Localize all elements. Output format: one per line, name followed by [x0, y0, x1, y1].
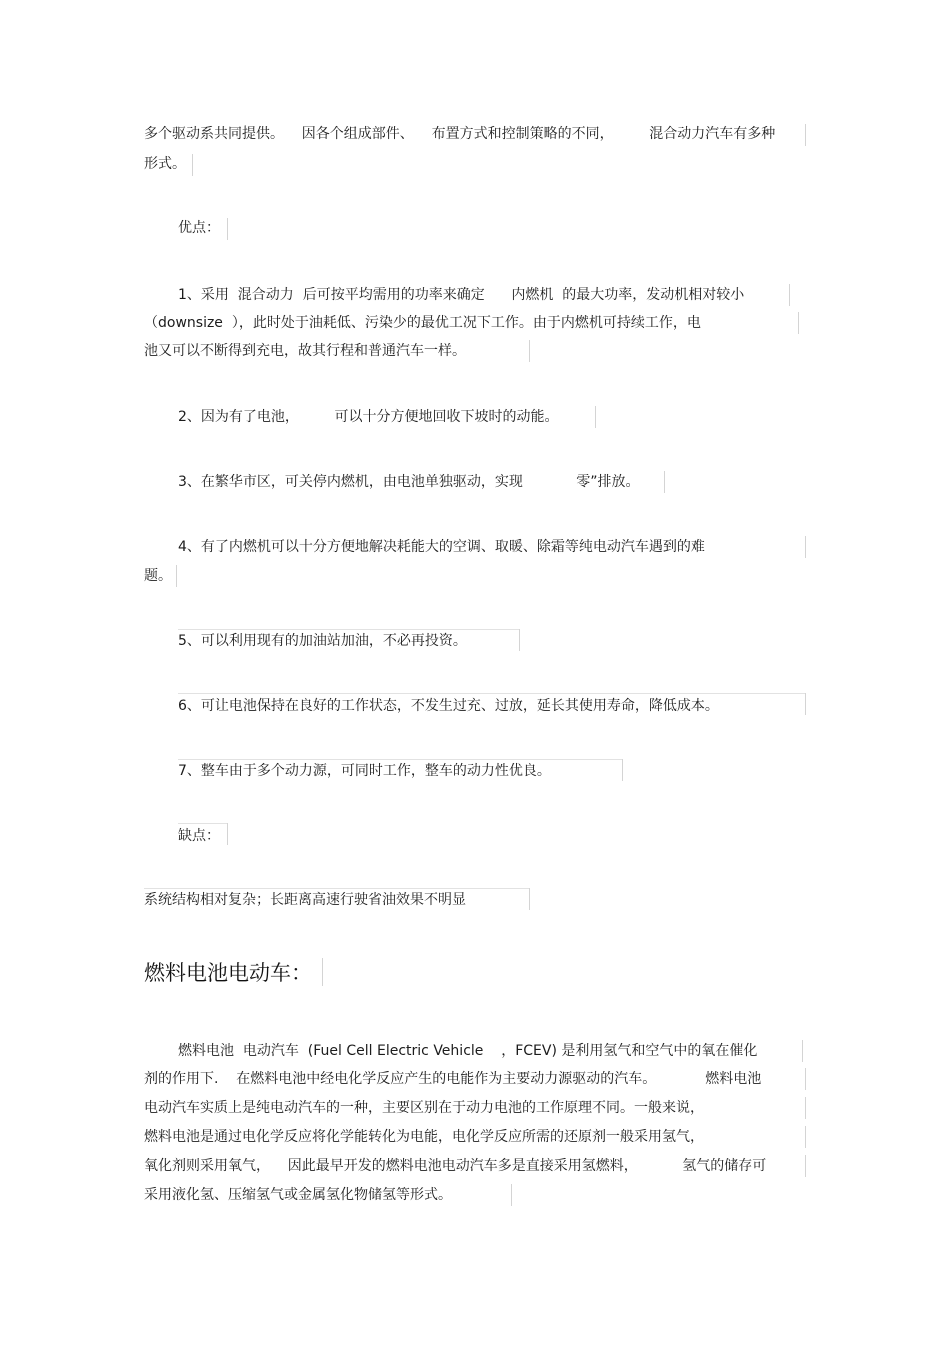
advantage-item-2: 2、因为有了电池， 可以十分方便地回收下坡时的动能。	[178, 409, 559, 425]
text-frame-top	[178, 823, 227, 824]
advantage-item-4-line-1: 4、有了内燃机可以十分方便地解决耗能大的空调、取暖、除霜等纯电动汽车遇到的难	[178, 539, 705, 555]
intro-line-1: 多个驱动系共同提供。 因各个组成部件、 布置方式和控制策略的不同， 混合动力汽车有多种	[144, 126, 776, 142]
text-cursor-mark	[805, 536, 806, 558]
text-cursor-mark	[322, 958, 323, 986]
advantage-item-1-line-1: 1、采用 混合动力 后可按平均需用的功率来确定 内燃机 的最大功率，发动机相对较小	[178, 287, 745, 303]
text-cursor-mark	[192, 154, 193, 176]
text-cursor-mark	[529, 340, 530, 362]
text-cursor-mark	[622, 759, 623, 781]
text-cursor-mark	[805, 124, 806, 146]
text-frame-top	[178, 629, 519, 630]
section-heading-fcev: 燃料电池电动车：	[144, 961, 312, 985]
text-cursor-mark	[802, 1040, 803, 1062]
advantage-item-7: 7、整车由于多个动力源，可同时工作，整车的动力性优良。	[178, 763, 551, 779]
fcev-line-5: 氧化剂则采用氧气， 因此最早开发的燃料电池电动汽车多是直接采用氢燃料， 氢气的储存可	[144, 1158, 767, 1174]
text-cursor-mark	[798, 312, 799, 334]
text-cursor-mark	[227, 218, 228, 240]
text-frame-top	[178, 759, 622, 760]
advantage-item-5: 5、可以利用现有的加油站加油，不必再投资。	[178, 633, 467, 649]
text-cursor-mark	[805, 1155, 806, 1177]
text-cursor-mark	[529, 888, 530, 910]
fcev-line-1: 燃料电池 电动汽车 (Fuel Cell Electric Vehicle ，FCEV) 是利用氢气和空气中的氧在催化	[178, 1043, 758, 1059]
advantages-label: 优点：	[178, 220, 220, 236]
advantage-item-4-line-2: 题。	[144, 568, 172, 584]
text-cursor-mark	[805, 1068, 806, 1090]
text-cursor-mark	[519, 629, 520, 651]
text-cursor-mark	[227, 823, 228, 845]
intro-line-2: 形式。	[144, 156, 186, 172]
advantage-item-6: 6、可让电池保持在良好的工作状态，不发生过充、过放，延长其使用寿命，降低成本。	[178, 698, 719, 714]
text-frame-top	[144, 888, 529, 889]
advantage-item-1-line-2: （downsize ），此时处于油耗低、污染少的最优工况下工作。由于内燃机可持续工作，电	[144, 315, 701, 331]
text-cursor-mark	[805, 1097, 806, 1119]
text-cursor-mark	[595, 406, 596, 428]
fcev-line-3: 电动汽车实质上是纯电动汽车的一种，主要区别在于动力电池的工作原理不同。一般来说，	[144, 1100, 704, 1116]
fcev-line-6: 采用液化氢、压缩氢气或金属氢化物储氢等形式。	[144, 1187, 452, 1203]
advantage-item-3: 3、在繁华市区，可关停内燃机，由电池单独驱动，实现 零”排放。	[178, 474, 640, 490]
text-cursor-mark	[176, 565, 177, 587]
disadvantages-text: 系统结构相对复杂；长距离高速行驶省油效果不明显	[144, 892, 466, 908]
text-cursor-mark	[511, 1184, 512, 1206]
text-cursor-mark	[805, 693, 806, 715]
disadvantages-label: 缺点：	[178, 828, 220, 844]
text-frame-top	[178, 693, 805, 694]
fcev-line-4: 燃料电池是通过电化学反应将化学能转化为电能，电化学反应所需的还原剂一般采用氢气，	[144, 1129, 704, 1145]
text-cursor-mark	[805, 1126, 806, 1148]
advantage-item-1-line-3: 池又可以不断得到充电，故其行程和普通汽车一样。	[144, 343, 466, 359]
text-cursor-mark	[664, 471, 665, 493]
text-cursor-mark	[789, 284, 790, 306]
fcev-line-2: 剂的作用下. 在燃料电池中经电化学反应产生的电能作为主要动力源驱动的汽车。 燃料电池	[144, 1071, 762, 1087]
